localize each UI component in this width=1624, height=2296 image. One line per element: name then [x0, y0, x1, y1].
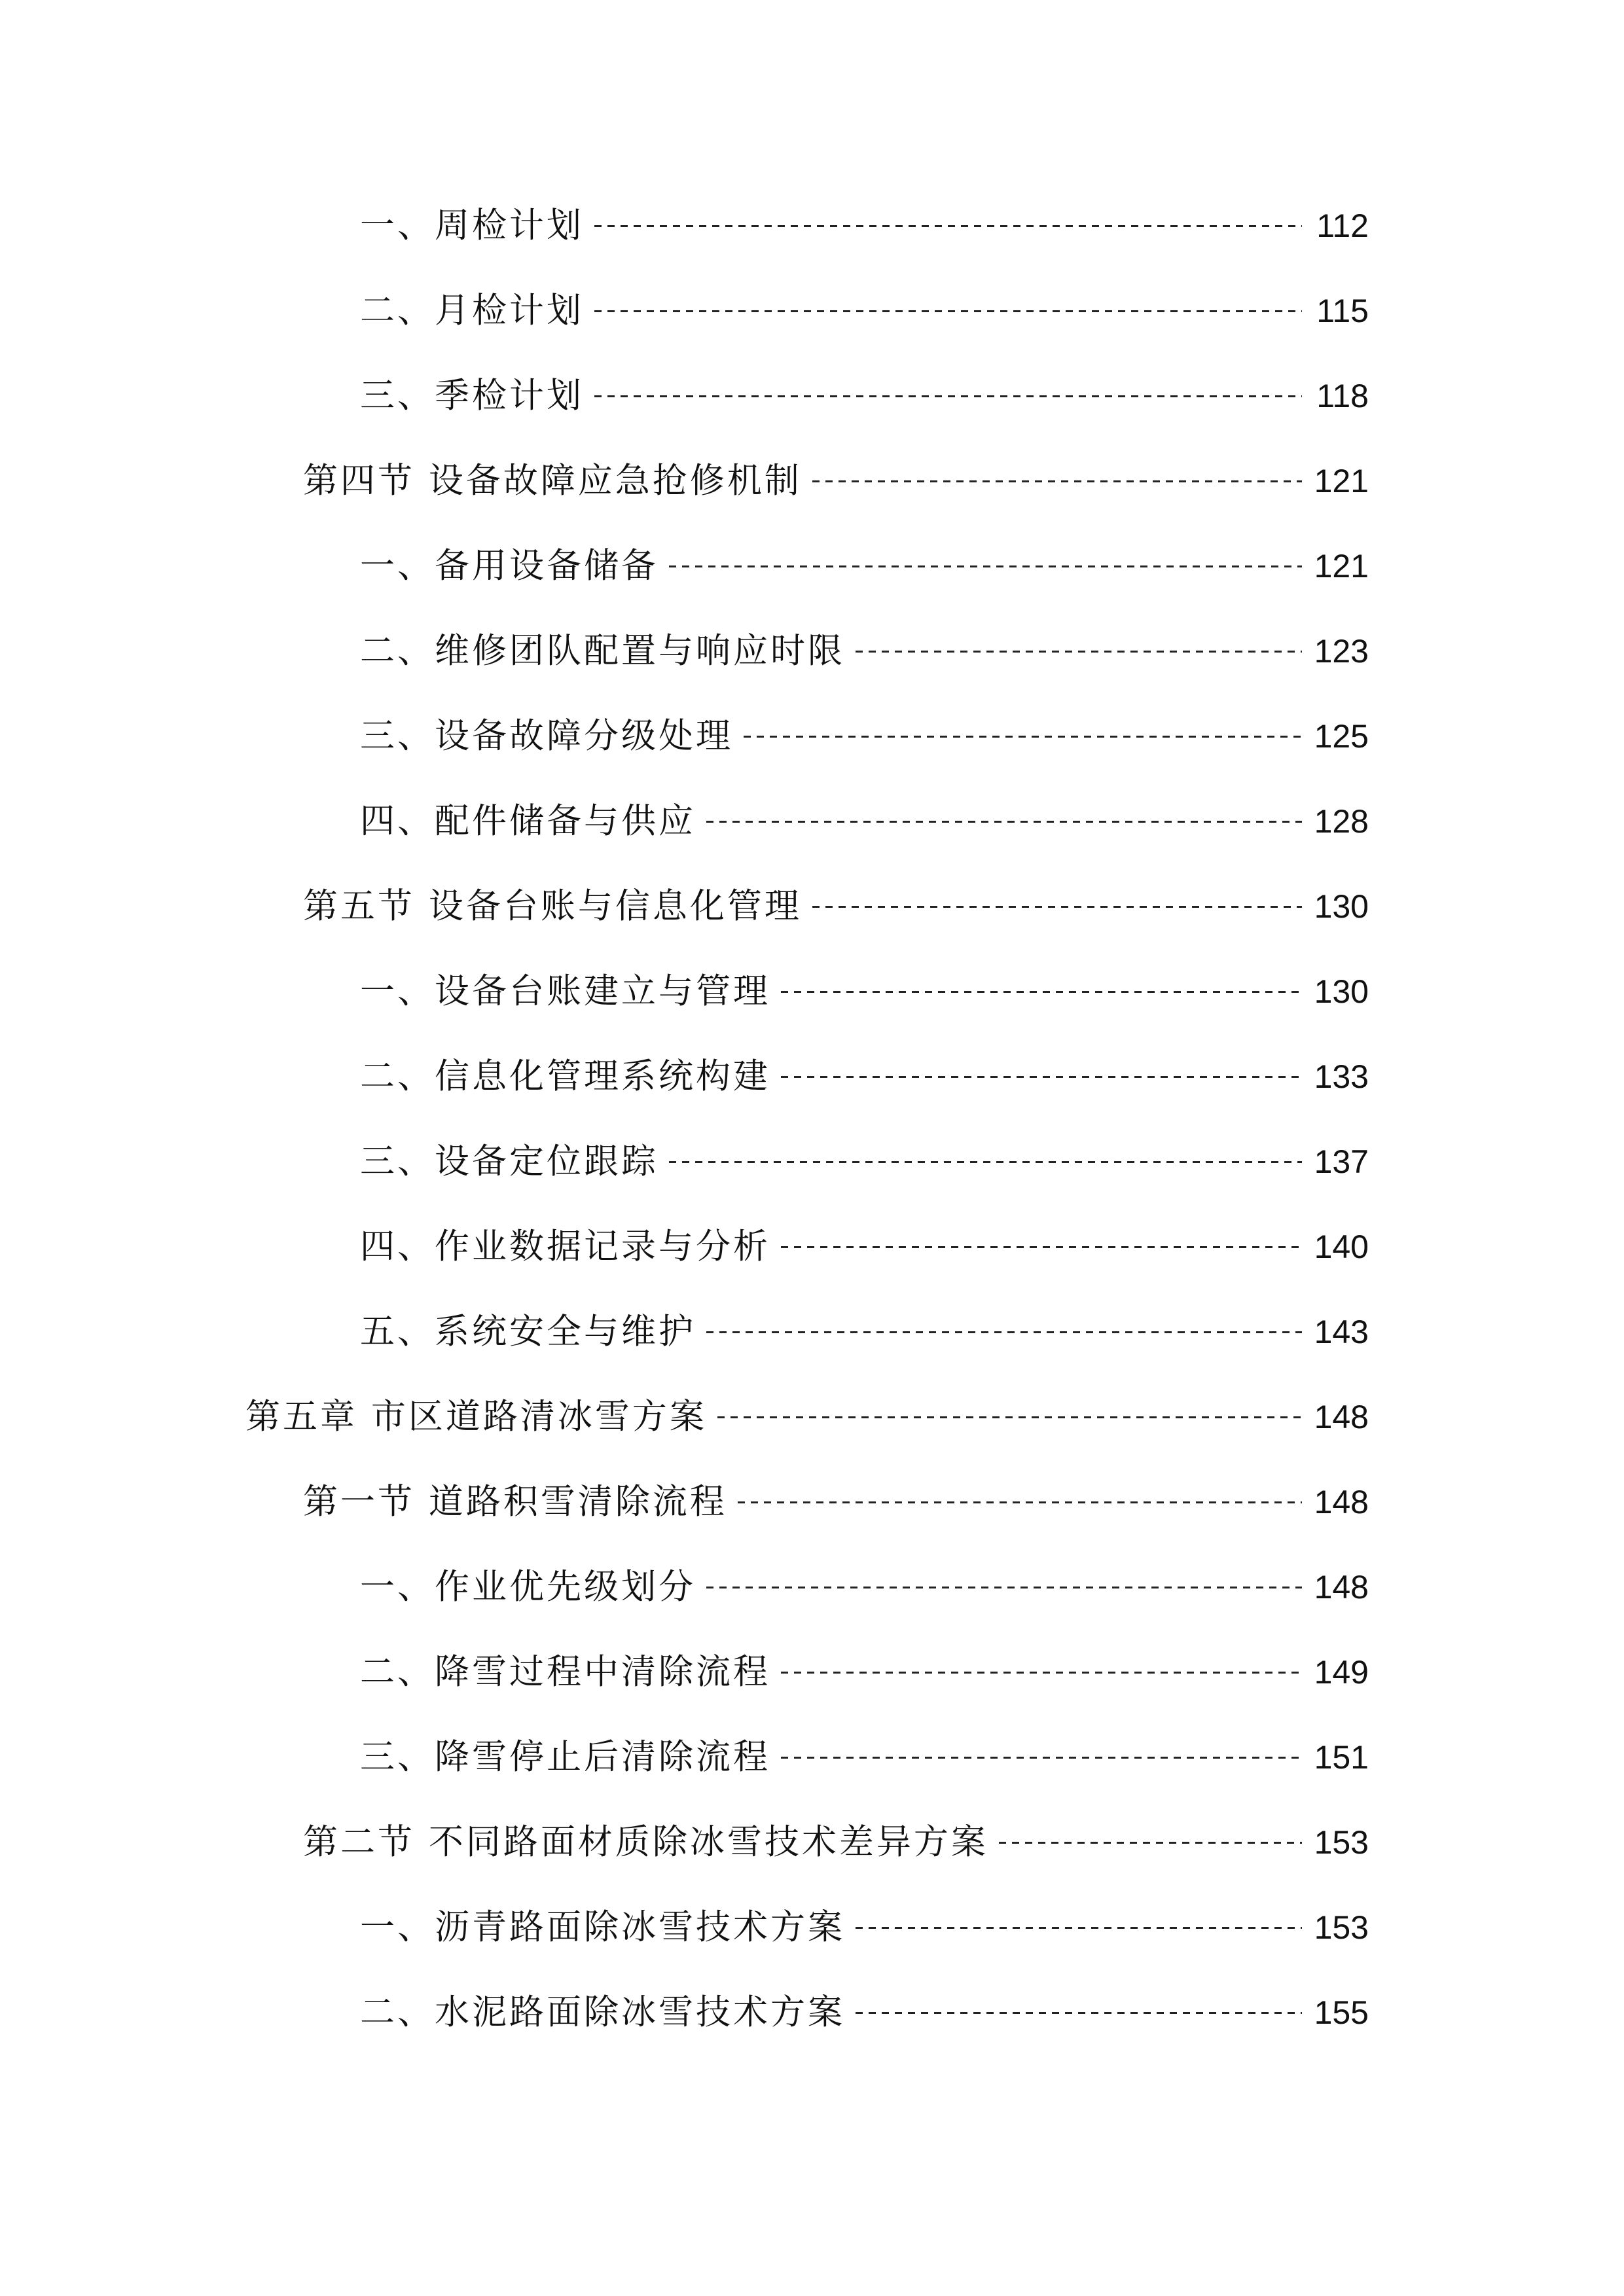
- toc-leader-dashes: [781, 1246, 1302, 1248]
- toc-entry-title: 一、设备台账建立与管理: [360, 971, 770, 1011]
- toc-entry[interactable]: [360, 1728, 1369, 1787]
- toc-entry-title: 四、配件储备与供应: [360, 801, 696, 841]
- toc-entry-title: 一、周检计划: [360, 206, 584, 245]
- toc-entry-page-number: 155: [1314, 1994, 1369, 2031]
- toc-leader-dashes: [669, 1161, 1302, 1163]
- toc-leader-dashes: [781, 1757, 1302, 1759]
- toc-entry-page-number: 153: [1314, 1824, 1369, 1861]
- toc-entry-page-number: 123: [1314, 633, 1369, 670]
- toc-entry-title: 三、降雪停止后清除流程: [360, 1737, 770, 1777]
- toc-entry-page-number: 140: [1314, 1229, 1369, 1265]
- toc-entry-title: 五、系统安全与维护: [360, 1312, 696, 1352]
- toc-entry-title: 二、维修团队配置与响应时限: [360, 631, 845, 671]
- toc-leader-dashes: [781, 991, 1302, 993]
- toc-entry-page-number: 115: [1316, 293, 1369, 329]
- toc-entry-title: 第二节 不同路面材质除冰雪技术差异方案: [303, 1822, 988, 1862]
- toc-leader-dashes: [744, 736, 1302, 738]
- toc-leader-dashes: [781, 1076, 1302, 1078]
- toc-leader-dashes: [856, 651, 1302, 653]
- toc-entry-title: 二、降雪过程中清除流程: [360, 1652, 770, 1692]
- toc-entry-title: 二、月检计划: [360, 291, 584, 331]
- toc-entry-page-number: 128: [1314, 803, 1369, 840]
- toc-entry-page-number: 112: [1316, 207, 1369, 244]
- toc-entry[interactable]: [303, 877, 1369, 936]
- toc-entry[interactable]: [303, 1473, 1369, 1532]
- toc-entry-page-number: 121: [1314, 463, 1369, 499]
- toc-leader-dashes: [594, 310, 1302, 312]
- toc-entry-page-number: 118: [1316, 378, 1369, 414]
- toc-entry[interactable]: [360, 281, 1369, 340]
- toc-entry[interactable]: [360, 1217, 1369, 1276]
- toc-entry[interactable]: [360, 196, 1369, 255]
- toc-entry[interactable]: [360, 622, 1369, 681]
- toc-entry-title: 三、季检计划: [360, 376, 584, 416]
- toc-entry-title: 一、备用设备储备: [360, 546, 659, 586]
- toc-entry[interactable]: [360, 962, 1369, 1021]
- toc-entry-page-number: 133: [1314, 1058, 1369, 1095]
- toc-entry-title: 三、设备定位跟踪: [360, 1141, 659, 1181]
- toc-entry-title: 第五节 设备台账与信息化管理: [303, 886, 802, 926]
- toc-entry[interactable]: [360, 792, 1369, 851]
- toc-leader-dashes: [812, 480, 1302, 482]
- toc-entry[interactable]: [360, 1302, 1369, 1361]
- toc-entry-page-number: 151: [1314, 1739, 1369, 1776]
- toc-entry-title: 第一节 道路积雪清除流程: [303, 1482, 727, 1522]
- toc-entry-title: 三、设备故障分级处理: [360, 716, 733, 756]
- toc-entry-title: 二、水泥路面除冰雪技术方案: [360, 1992, 845, 2032]
- toc-entry[interactable]: [245, 1388, 1369, 1446]
- toc-entry-title: 第五章 市区道路清冰雪方案: [245, 1397, 707, 1437]
- toc-leader-dashes: [706, 1587, 1302, 1588]
- toc-entry-title: 第四节 设备故障应急抢修机制: [303, 461, 802, 501]
- toc-leader-dashes: [781, 1672, 1302, 1674]
- toc-entry-page-number: 149: [1314, 1654, 1369, 1691]
- toc-entry-page-number: 137: [1314, 1143, 1369, 1180]
- toc-entry-page-number: 148: [1314, 1399, 1369, 1435]
- toc-entry[interactable]: [303, 1813, 1369, 1872]
- toc-entry-page-number: 130: [1314, 888, 1369, 925]
- toc-entry-page-number: 121: [1314, 548, 1369, 584]
- toc-entry-page-number: 125: [1314, 718, 1369, 755]
- toc-leader-dashes: [856, 1927, 1302, 1929]
- toc-leader-dashes: [812, 906, 1302, 908]
- toc-leader-dashes: [706, 1331, 1302, 1333]
- toc-entry-title: 一、沥青路面除冰雪技术方案: [360, 1907, 845, 1947]
- toc-entry[interactable]: [303, 452, 1369, 511]
- toc-leader-dashes: [738, 1501, 1302, 1503]
- toc-entry[interactable]: [360, 1132, 1369, 1191]
- toc-leader-dashes: [856, 2012, 1302, 2014]
- toc-entry-page-number: 148: [1314, 1484, 1369, 1520]
- toc-entry-page-number: 148: [1314, 1569, 1369, 1605]
- toc-entry[interactable]: [360, 537, 1369, 596]
- toc-leader-dashes: [669, 565, 1302, 567]
- toc-entry[interactable]: [360, 1047, 1369, 1106]
- toc-entry-page-number: 143: [1314, 1314, 1369, 1350]
- toc-leader-dashes: [717, 1416, 1302, 1418]
- toc-entry[interactable]: [360, 1558, 1369, 1617]
- toc-entry-title: 一、作业优先级划分: [360, 1567, 696, 1607]
- toc-leader-dashes: [999, 1842, 1302, 1844]
- toc-leader-dashes: [706, 821, 1302, 823]
- toc-entry-page-number: 153: [1314, 1909, 1369, 1946]
- toc-entry[interactable]: [360, 1898, 1369, 1957]
- toc-entry-title: 四、作业数据记录与分析: [360, 1227, 770, 1266]
- toc-entry[interactable]: [360, 1983, 1369, 2042]
- toc-entry-page-number: 130: [1314, 973, 1369, 1010]
- toc-entry[interactable]: [360, 1643, 1369, 1702]
- toc-leader-dashes: [594, 225, 1302, 227]
- toc-entry[interactable]: [360, 367, 1369, 425]
- toc-entry[interactable]: [360, 707, 1369, 766]
- toc-entry-title: 二、信息化管理系统构建: [360, 1056, 770, 1096]
- toc-leader-dashes: [594, 395, 1302, 397]
